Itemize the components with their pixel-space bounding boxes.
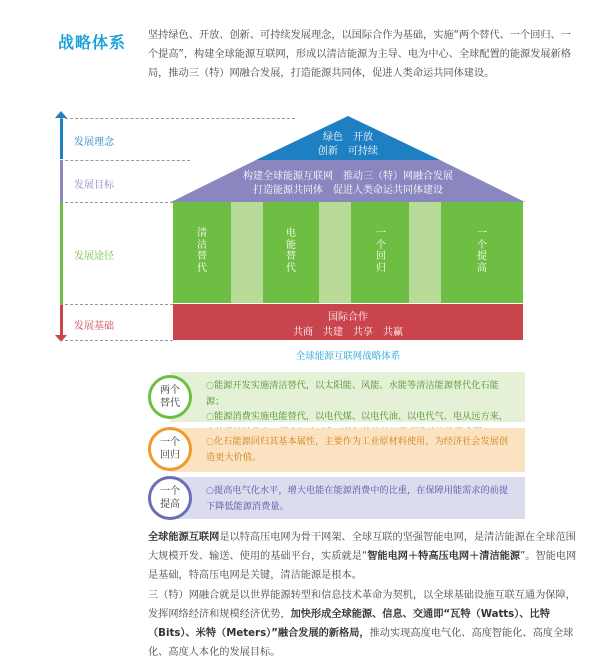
paragraph-gei: 全球能源互联网是以特高压电网为骨干网架、全球互联的坚强智能电网，是清洁能源在全球范围大规模开发、输送、使用的基础平台，实质就是“智能电网＋特高压电网＋清洁能源”。智能电网是基础，特高压电网是关键，清洁能源是根本。 bbox=[148, 532, 577, 581]
foundation-line2: 共商 共建 共享 共赢 bbox=[293, 327, 403, 338]
circle-one-increase: 一个提高 bbox=[148, 476, 192, 520]
pillar-1-label: 清洁替代 bbox=[197, 228, 207, 274]
roof-concept-line2: 创新 可持续 bbox=[318, 146, 378, 157]
info-box-two-substitutions bbox=[170, 372, 525, 422]
side-label-concept: 发展理念 bbox=[74, 137, 114, 148]
divider-path-base bbox=[60, 304, 173, 305]
info-box-one-increase bbox=[170, 477, 525, 519]
pillar-gap-1 bbox=[231, 202, 263, 303]
section-title: 战略体系 bbox=[58, 33, 127, 52]
path-bar bbox=[60, 203, 63, 304]
base-bar bbox=[60, 305, 63, 335]
box1-line2: ○能源消费实施电能替代，以电代煤、以电代油、以电代气、电从远方来， bbox=[206, 411, 509, 422]
roof-concept-line1: 绿色 开放 bbox=[323, 132, 373, 143]
box1-line1: ○能源开发实施清洁替代，以太阳能、风能、水能等清洁能源替代化石能源； bbox=[206, 380, 499, 407]
foundation-line1: 国际合作 bbox=[328, 312, 368, 323]
circle-one-return: 一个回归 bbox=[148, 427, 192, 471]
pillar-gap-3 bbox=[409, 202, 441, 303]
info-box-one-return bbox=[170, 428, 525, 472]
box2-line1: ○化石能源回归其基本属性，主要作为工业原材料使用，为经济社会发展创造更大价值。 bbox=[206, 436, 509, 463]
pillar-gap-2 bbox=[319, 202, 351, 303]
pillar-3-label: 一个回归 bbox=[376, 228, 386, 274]
paragraph-three-network: 三（特）网融合就是以世界能源转型和信息技术革命为契机，以全球基础设施互联互通为保障，发挥网络经济和规模经济优势，加快形成全球能源、信息、交通即“瓦特（Watts）、比特（Bits）、米特（Meters）”融合发展的新格局，推动实现高度电气化、高度智能化、高度全球化、高度人本化的发展目标。 bbox=[148, 590, 576, 656]
circle-two-substitutions: 两个替代 bbox=[148, 375, 192, 419]
side-label-base: 发展基础 bbox=[74, 321, 114, 332]
side-label-goal: 发展目标 bbox=[74, 180, 114, 191]
pillar-4-label: 一个提高 bbox=[477, 228, 487, 274]
roof-goal-line2: 打造能源共同体 促进人类命运共同体建设 bbox=[253, 185, 443, 196]
diagram-caption: 全球能源互联网战略体系 bbox=[295, 351, 401, 362]
box3-line1: ○提高电气化水平，增大电能在能源消费中的比重，在保障用能需求的前提下降低能源消费量。 bbox=[206, 485, 509, 512]
roof-goal-line1: 构建全球能源互联网 推动三（特）网融合发展 bbox=[243, 171, 453, 182]
divider-base-bottom bbox=[60, 340, 173, 341]
pillar-2-label: 电能替代 bbox=[286, 228, 296, 274]
intro-paragraph: 坚持绿色、开放、创新、可持续发展理念，以国际合作为基础，实施“两个替代、一个回归、一个提高”，构建全球能源互联网，形成以清洁能源为主导、电为中心、全球配置的能源发展新格局，推动三（特）网融合发展，打造能源共同体，促进人类命运共同体建设。 bbox=[148, 30, 571, 79]
side-label-path: 发展途径 bbox=[74, 251, 114, 262]
